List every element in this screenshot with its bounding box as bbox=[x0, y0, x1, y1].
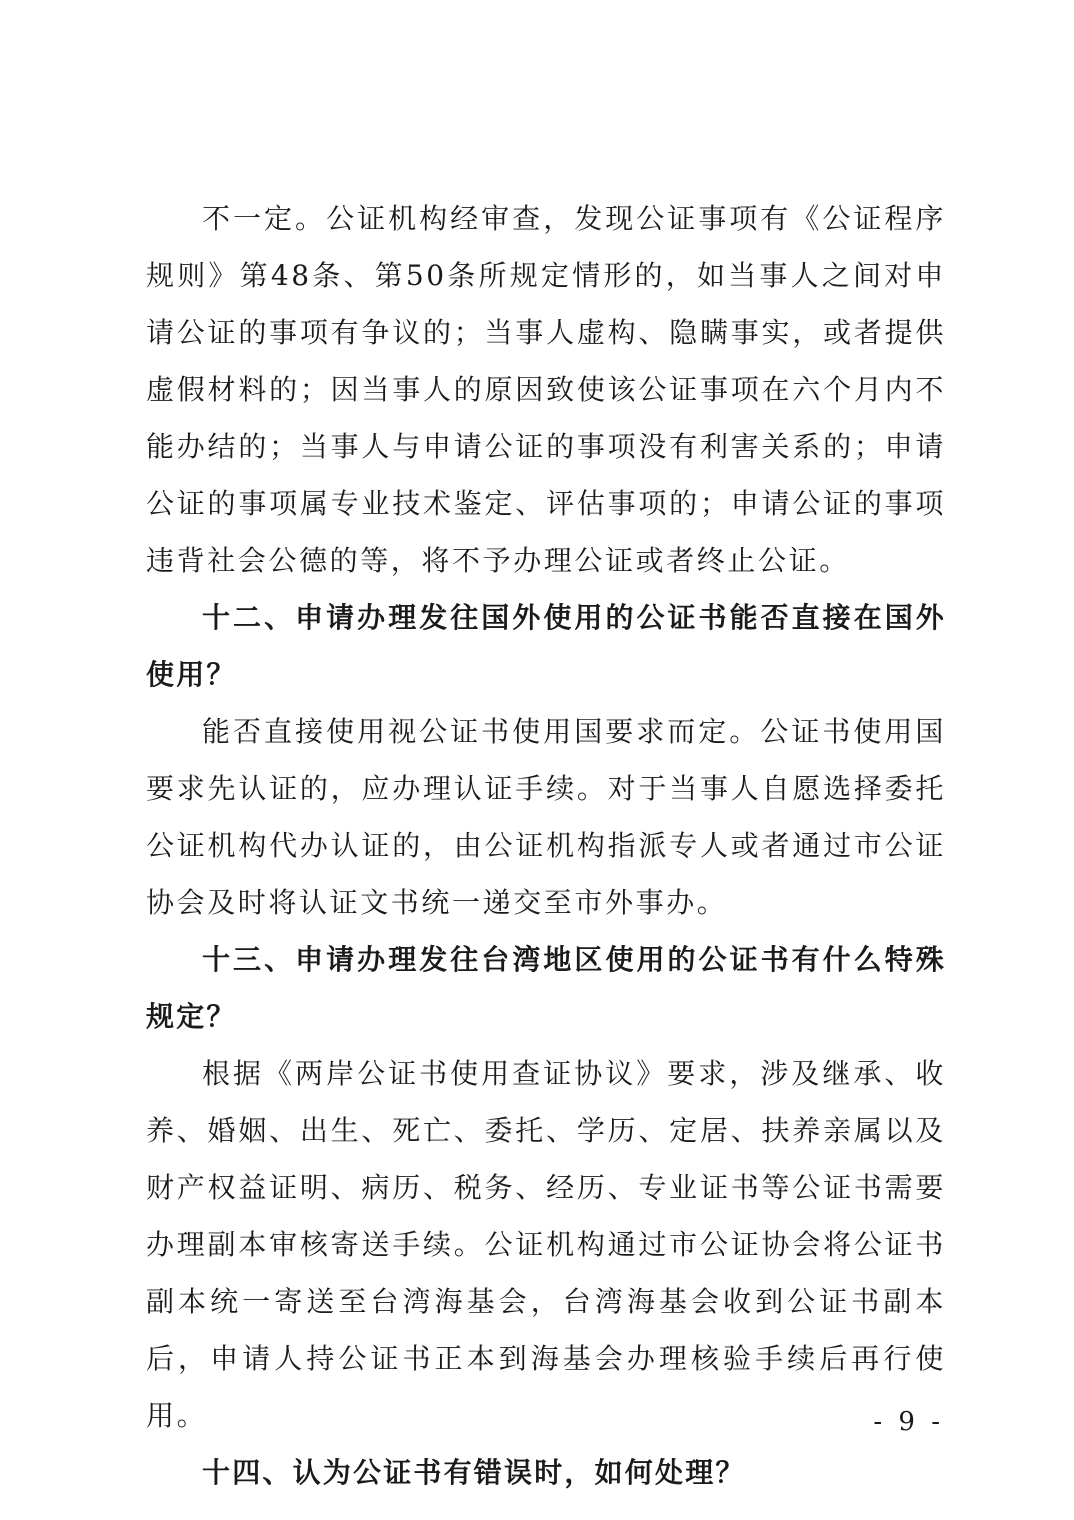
document-body bbox=[146, 190, 946, 1501]
heading-question-14: 十四、认为公证书有错误时，如何处理？ bbox=[202, 1456, 746, 1489]
paragraph-answer-13: 根据《两岸公证书使用查证协议》要求，涉及继承、收养、婚姻、出生、死亡、委托、学历、定居、扶养亲属以及财产权益证明、病历、税务、经历、专业证书等公证书需要办理副本审核寄送手续。公证机构通过市公证协会将公证书副本统一寄送至台湾海基会，台湾海基会收到公证书副本后，申请人持公证书正本到海基会办理核验手续后再行使用。 bbox=[146, 1057, 946, 1432]
heading-question-13: 十三、申请办理发往台湾地区使用的公证书有什么特殊规定？ bbox=[146, 943, 946, 1033]
heading-question-12: 十二、申请办理发往国外使用的公证书能否直接在国外使用？ bbox=[146, 601, 946, 691]
page-number: - 9 - bbox=[873, 1407, 944, 1437]
paragraph-answer-11: 不一定。公证机构经审查，发现公证事项有《公证程序规则》第48条、第50条所规定情形的，如当事人之间对申请公证的事项有争议的；当事人虚构、隐瞒事实，或者提供虚假材料的；因当事人的原因致使该公证事项在六个月内不能办结的；当事人与申请公证的事项没有利害关系的；申请公证的事项属专业技术鉴定、评估事项的；申请公证的事项违背社会公德的等，将不予办理公证或者终止公证。 bbox=[146, 202, 946, 577]
paragraph-answer-12: 能否直接使用视公证书使用国要求而定。公证书使用国要求先认证的，应办理认证手续。对于当事人自愿选择委托公证机构代办认证的，由公证机构指派专人或者通过市公证协会及时将认证文书统一递交至市外事办。 bbox=[146, 715, 946, 919]
